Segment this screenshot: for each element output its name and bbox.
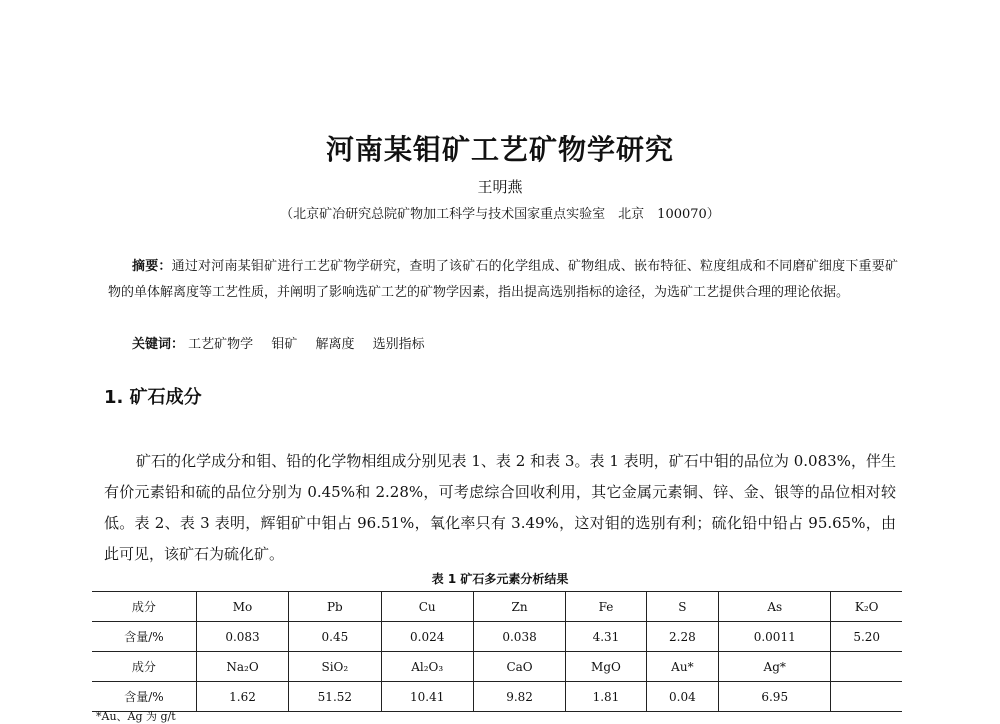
table-cell: 2.28 <box>646 622 718 652</box>
table-row <box>92 652 902 682</box>
table-cell <box>831 682 902 712</box>
abstract-label: 摘要： <box>132 259 172 274</box>
table-cell: 0.45 <box>289 622 381 652</box>
table-cell: Al₂O₃ <box>381 652 473 682</box>
table-cell: 0.024 <box>381 622 473 652</box>
table-row-header: 成分 <box>92 592 196 622</box>
table-row-header: 成分 <box>92 652 196 682</box>
table-cell: Cu <box>381 592 473 622</box>
table-cell: 5.20 <box>831 622 902 652</box>
keyword: 工艺矿物学 <box>188 337 254 352</box>
keyword: 钼矿 <box>271 337 298 352</box>
table-cell: Au* <box>646 652 718 682</box>
keyword: 解离度 <box>315 337 355 352</box>
table-cell: 9.82 <box>473 682 565 712</box>
author-affiliation: （北京矿冶研究总院矿物加工科学与技术国家重点实验室 北京 100070） <box>280 207 720 222</box>
table-cell: 0.083 <box>196 622 288 652</box>
table-cell: Na₂O <box>196 652 288 682</box>
table-cell: SiO₂ <box>289 652 381 682</box>
paper-title: 河南某钼矿工艺矿物学研究 <box>325 133 674 166</box>
abstract <box>108 254 898 306</box>
table-cell: MgO <box>566 652 646 682</box>
table-cell: 51.52 <box>289 682 381 712</box>
section-paragraph: 矿石的化学成分和钼、铅的化学物相组成分别见表 1、表 2 和表 3。表 1 表明，矿石中钼的品位为 0.083%，伴生有价元素铅和硫的品位分别为 0.45%和 2.28%，可考虑综合回收利用，其它金属元素铜、锌、金、银等的品位相对较低。表 2、表 3 表明，辉钼矿中钼占 96.51%，氧化率只有 3.49%，这对钼的选别有利；硫化铅中铅占 95.65%，由此可见，该矿石为硫化矿。 <box>104 452 896 563</box>
table-cell: CaO <box>473 652 565 682</box>
table-cell: Zn <box>473 592 565 622</box>
table-cell: 0.038 <box>473 622 565 652</box>
table-cell: 0.04 <box>646 682 718 712</box>
keywords-label: 关键词： <box>132 337 185 352</box>
table-cell: 6.95 <box>719 682 831 712</box>
table-cell: Fe <box>566 592 646 622</box>
element-analysis-table <box>92 591 902 712</box>
table-cell <box>831 652 902 682</box>
abstract-text: 通过对河南某钼矿进行工艺矿物学研究，查明了该矿石的化学组成、矿物组成、嵌布特征、粒度组成和不同磨矿细度下重要矿物的单体解离度等工艺性质，并阐明了影响选矿工艺的矿物学因素，指出提高选别指标的途径，为选矿工艺提供合理的理论依据。 <box>108 259 898 300</box>
table-row-header: 含量/% <box>92 622 196 652</box>
table-cell: Mo <box>196 592 288 622</box>
table-row <box>92 592 902 622</box>
table-cell: Pb <box>289 592 381 622</box>
table-cell: As <box>719 592 831 622</box>
table-cell: 1.81 <box>566 682 646 712</box>
table-row <box>92 622 902 652</box>
author-name: 王明燕 <box>477 178 523 196</box>
table-caption: 表 1 矿石多元素分析结果 <box>431 572 569 586</box>
table-row <box>92 682 902 712</box>
table-row-header: 含量/% <box>92 682 196 712</box>
table-cell: 10.41 <box>381 682 473 712</box>
keywords <box>132 332 892 358</box>
table-cell: 0.0011 <box>719 622 831 652</box>
table-cell: K₂O <box>831 592 902 622</box>
section-heading: 1. 矿石成分 <box>104 387 202 408</box>
table-cell: 4.31 <box>566 622 646 652</box>
table-cell: 1.62 <box>196 682 288 712</box>
table-cell: Ag* <box>719 652 831 682</box>
table-footnote: *Au、Ag 为 g/t <box>96 710 176 723</box>
keyword: 选别指标 <box>372 337 425 352</box>
table-cell: S <box>646 592 718 622</box>
